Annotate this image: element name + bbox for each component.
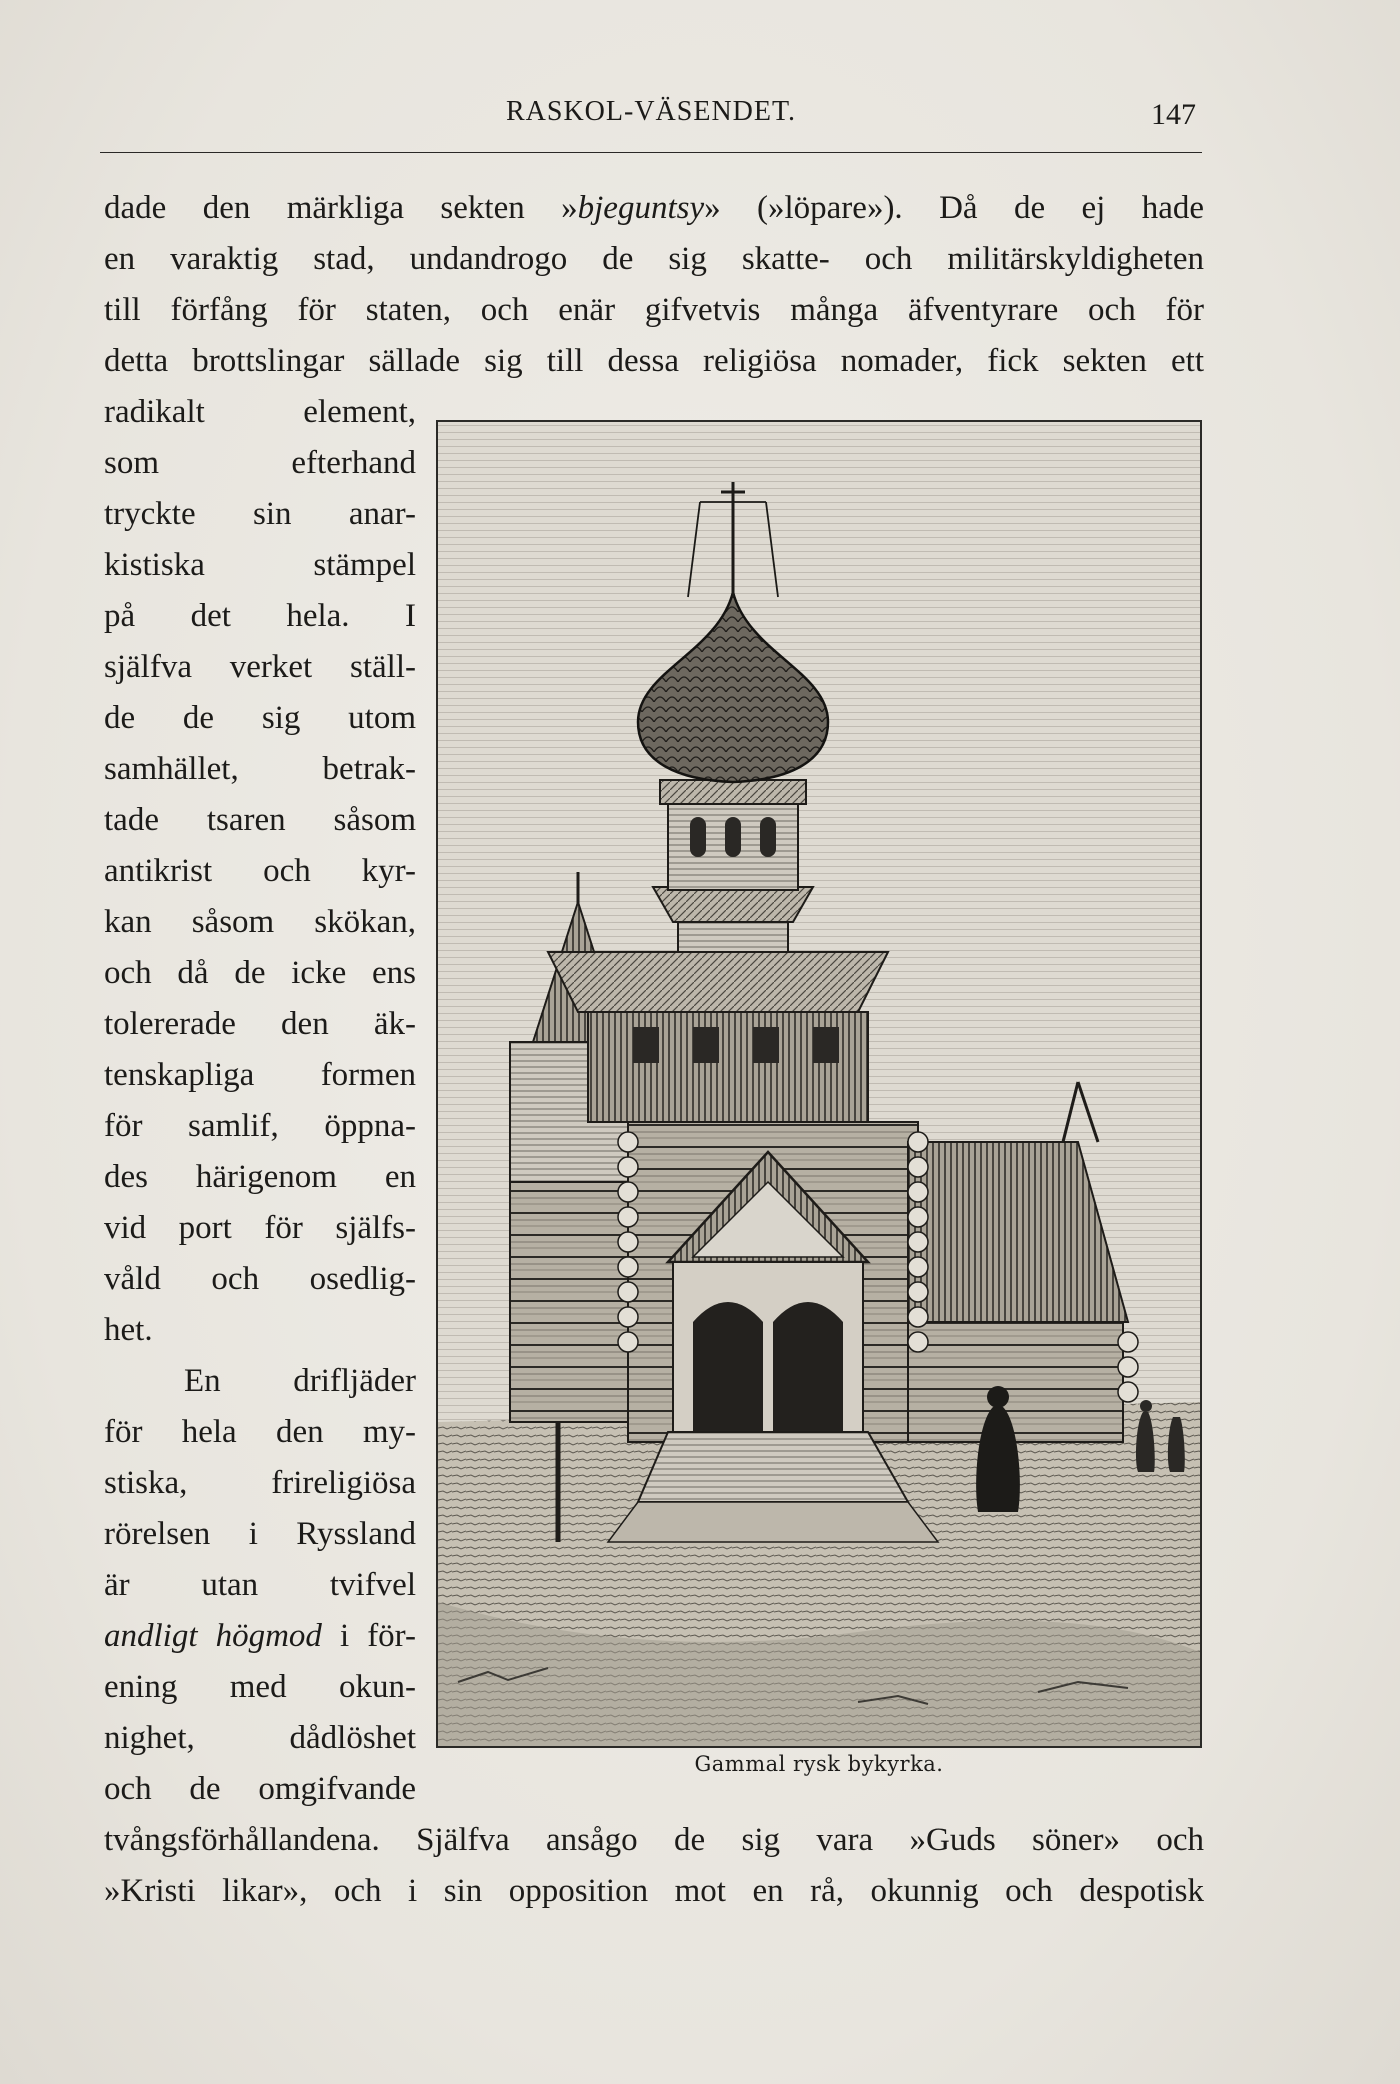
text-line: en varaktig stad, undandrogo de sig skatte- och militärskyldigheten bbox=[104, 241, 1204, 277]
text-line: våld och osedlig- bbox=[104, 1261, 416, 1297]
text-line: tvångsförhållandena. Själfva ansågo de sig vara »Guds söner» och bbox=[104, 1822, 1204, 1858]
text-line: på det hela. I bbox=[104, 598, 416, 634]
church-engraving bbox=[436, 420, 1202, 1748]
figure-caption: Gammal rysk bykyrka. bbox=[694, 1752, 944, 1776]
text-line: En drifljäder bbox=[184, 1363, 416, 1399]
page-number: 147 bbox=[1151, 98, 1196, 131]
text-line: des härigenom en bbox=[104, 1159, 416, 1195]
text-line: dade den märkliga sekten »bjeguntsy» (»löpare»). Då de ej hade bbox=[104, 190, 1204, 226]
text-line: för hela den my- bbox=[104, 1414, 416, 1450]
text-line: stiska, frireligiösa bbox=[104, 1465, 416, 1501]
text-line: kistiska stämpel bbox=[104, 547, 416, 583]
running-title: RASKOL-VÄSENDET. bbox=[505, 96, 797, 127]
text-line: för samlif, öppna- bbox=[104, 1108, 416, 1144]
text-line: ening med okun- bbox=[104, 1669, 416, 1705]
running-head bbox=[100, 96, 1202, 136]
text-line: är utan tvifvel bbox=[104, 1567, 416, 1603]
text-line: till förfång för staten, och enär gifvetvis många äfventyrare och för bbox=[104, 292, 1204, 328]
text-line: nighet, dådlöshet bbox=[104, 1720, 416, 1756]
text-line: kan såsom skökan, bbox=[104, 904, 416, 940]
text-line: själfva verket ställ- bbox=[104, 649, 416, 685]
text-line: vid port för själfs- bbox=[104, 1210, 416, 1246]
text-line: rörelsen i Ryssland bbox=[104, 1516, 416, 1552]
text-line: som efterhand bbox=[104, 445, 416, 481]
text-line: detta brottslingar sällade sig till dessa religiösa nomader, fick sekten ett bbox=[104, 343, 1204, 379]
text-line: antikrist och kyr- bbox=[104, 853, 416, 889]
text-line: radikalt element, bbox=[104, 394, 416, 430]
text-line: »Kristi likar», och i sin opposition mot en rå, okunnig och despotisk bbox=[104, 1873, 1204, 1909]
header-rule bbox=[100, 152, 1202, 153]
text-line: tade tsaren såsom bbox=[104, 802, 416, 838]
text-line: tryckte sin anar- bbox=[104, 496, 416, 532]
text-line: tenskapliga formen bbox=[104, 1057, 416, 1093]
text-line: tolererade den äk- bbox=[104, 1006, 416, 1042]
text-line: de de sig utom bbox=[104, 700, 416, 736]
text-line: samhället, betrak- bbox=[104, 751, 416, 787]
text-line: och då de icke ens bbox=[104, 955, 416, 991]
text-line: het. bbox=[104, 1312, 153, 1348]
text-line: andligt högmod i för- bbox=[104, 1618, 416, 1654]
text-line: och de omgifvande bbox=[104, 1771, 416, 1807]
